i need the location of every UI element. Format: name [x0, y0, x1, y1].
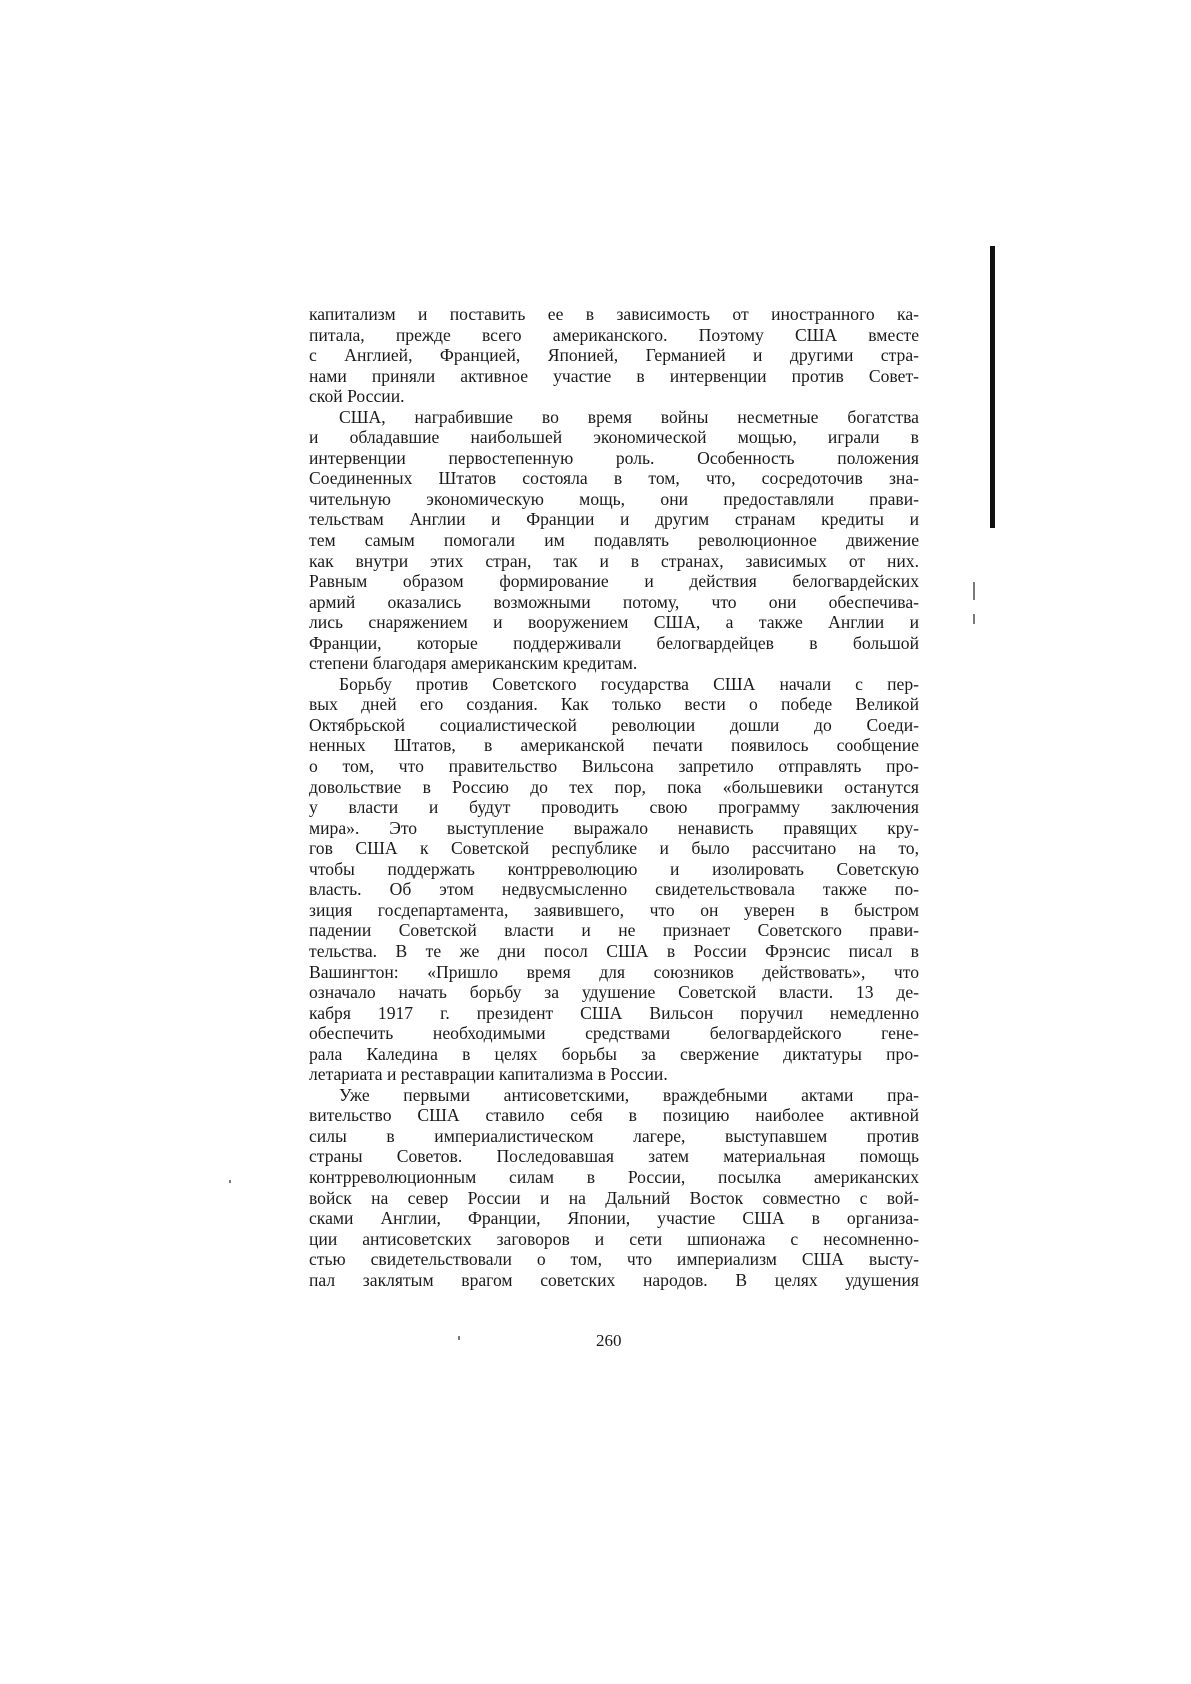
text-line: мира». Это выступление выражало ненависть правящих кру- [309, 817, 919, 838]
text-line: питала, прежде всего американского. Поэтому США вместе [309, 324, 919, 345]
text-line: падении Советской власти и не признает Советского прави- [309, 920, 919, 941]
text-line: власть. Об этом недвусмысленно свидетельствовала также по- [309, 879, 919, 900]
text-line: силы в империалистическом лагере, выступавшем против [309, 1125, 919, 1146]
scan-margin-bar [990, 246, 995, 528]
text-line: стью свидетельствовали о том, что империализм США высту- [309, 1249, 919, 1270]
scan-speck [973, 582, 975, 600]
text-line: с Англией, Францией, Японией, Германией и другими стра- [309, 345, 919, 366]
scan-speck [458, 1336, 460, 1340]
text-line: интервенции первостепенную роль. Особенность положения [309, 447, 919, 468]
text-line: контрреволюционным силам в России, посылка американских [309, 1166, 919, 1187]
text-line: тельства. В те же дни посол США в России Фрэнсис писал в [309, 940, 919, 961]
scan-speck [973, 614, 975, 624]
text-line: рала Каледина в целях борьбы за свержение диктатуры про- [309, 1043, 919, 1064]
text-line: Равным образом формирование и действия белогвардейских [309, 571, 919, 592]
text-line: вых дней его создания. Как только вести о победе Великой [309, 694, 919, 715]
text-line: Вашингтон: «Пришло время для союзников действовать», что [309, 961, 919, 982]
text-line: Соединенных Штатов состояла в том, что, сосредоточив зна- [309, 468, 919, 489]
page-body [309, 304, 919, 1290]
text-line: нами приняли активное участие в интервенции против Совет- [309, 365, 919, 386]
text-line: обеспечить необходимыми средствами белогвардейского гене- [309, 1023, 919, 1044]
text-line: зиция госдепартамента, заявившего, что он уверен в быстром [309, 899, 919, 920]
text-line: войск на север России и на Дальний Восток совместно с вой- [309, 1187, 919, 1208]
text-line: Уже первыми антисоветскими, враждебными актами пра- [339, 1084, 919, 1105]
text-line: чительную экономическую мощь, они предоставляли прави- [309, 488, 919, 509]
text-line: кабря 1917 г. президент США Вильсон поручил немедленно [309, 1002, 919, 1023]
text-line: ской России. [309, 386, 405, 407]
text-line: о том, что правительство Вильсона запретило отправлять про- [309, 756, 919, 777]
text-line: гов США к Советской республике и было рассчитано на то, [309, 838, 919, 859]
text-line: чтобы поддержать контрреволюцию и изолировать Советскую [309, 858, 919, 879]
text-line: и обладавшие наибольшей экономической мощью, играли в [309, 427, 919, 448]
page-number: 260 [596, 1331, 622, 1350]
paragraph-3 [309, 674, 919, 1085]
text-line: Октябрьской социалистической революции дошли до Соеди- [309, 714, 919, 735]
text-line: тем самым помогали им подавлять революционное движение [309, 530, 919, 551]
text-line: капитализм и поставить ее в зависимость от иностранного ка- [309, 304, 919, 324]
text-line: у власти и будут проводить свою программу заключения [309, 797, 919, 818]
text-line: ции антисоветских заговоров и сети шпионажа с несомненно- [309, 1228, 919, 1249]
text-line: тельствам Англии и Франции и другим странам кредиты и [309, 509, 919, 530]
text-line: как внутри этих стран, так и в странах, зависимых от них. [309, 550, 919, 571]
paragraph-4 [309, 1085, 919, 1290]
paragraph-2 [309, 407, 919, 674]
text-line: летариата и реставрации капитализма в России. [309, 1064, 668, 1085]
scan-speck [229, 1180, 231, 1183]
text-line: ненных Штатов, в американской печати появилось сообщение [309, 735, 919, 756]
text-line: США, награбившие во время войны несметные богатства [339, 406, 919, 427]
text-line: лись снаряжением и вооружением США, а также Англии и [309, 612, 919, 633]
text-line: вительство США ставило себя в позицию наиболее активной [309, 1105, 919, 1126]
text-line: сками Англии, Франции, Японии, участие США в организа- [309, 1208, 919, 1229]
paragraph-1 [309, 304, 919, 407]
text-line: Борьбу против Советского государства США начали с пер- [339, 673, 919, 694]
text-line: страны Советов. Последовавшая затем материальная помощь [309, 1146, 919, 1167]
text-line: армий оказались возможными потому, что они обеспечива- [309, 591, 919, 612]
text-line: довольствие в Россию до тех пор, пока «большевики останутся [309, 776, 919, 797]
text-line: степени благодаря американским кредитам. [309, 653, 638, 674]
text-line: Франции, которые поддерживали белогвардейцев в большой [309, 632, 919, 653]
text-line: пал заклятым врагом советских народов. В целях удушения [309, 1269, 919, 1290]
text-line: означало начать борьбу за удушение Советской власти. 13 де- [309, 982, 919, 1003]
